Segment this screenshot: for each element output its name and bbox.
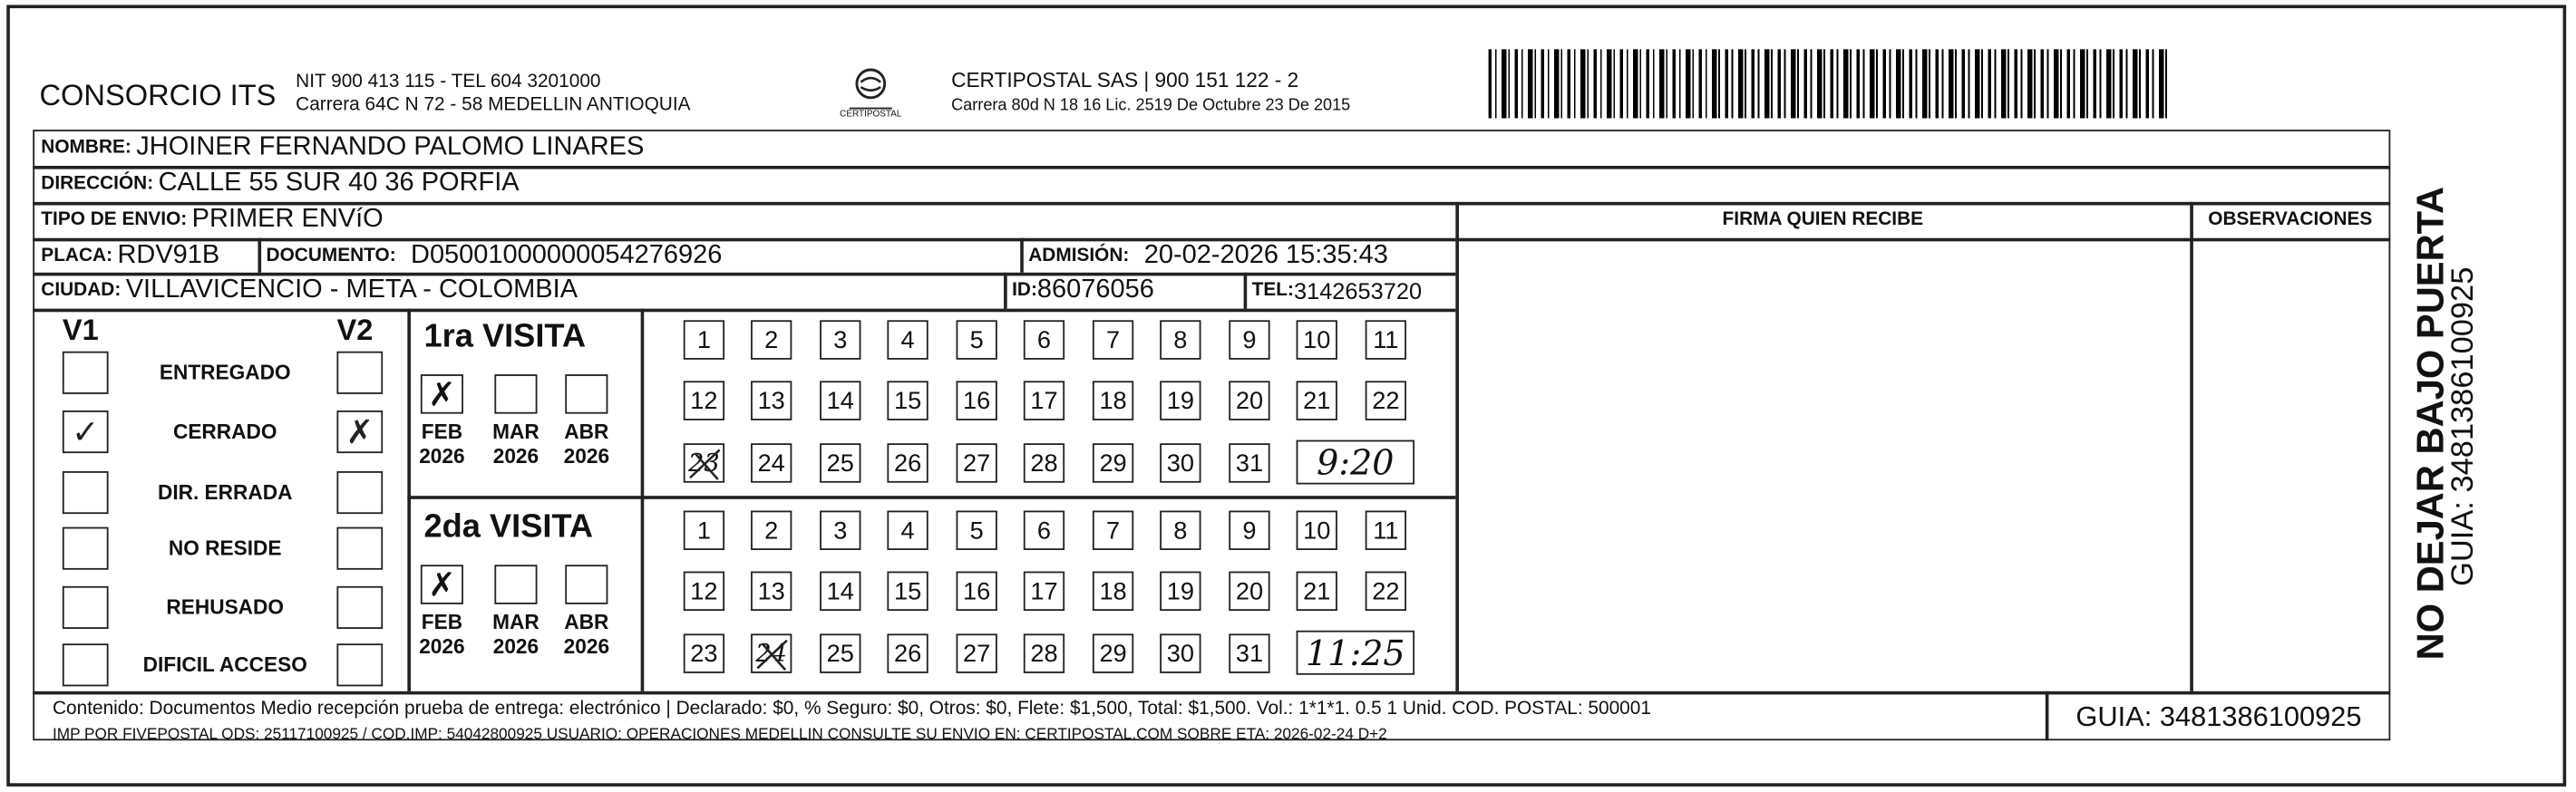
visit2-day-31[interactable]: 31	[1229, 633, 1269, 672]
logo-text: CERTIPOSTAL	[840, 110, 902, 121]
visit2-day-21[interactable]: 21	[1297, 572, 1337, 611]
visit2-month-label-mar	[483, 611, 549, 660]
visit1-day-12[interactable]: 12	[684, 381, 724, 420]
contenido-text: Contenido: Documentos Medio recepción prueba de entrega: electrónico | Declarado: $0, % Seguro: $0, Otros: $0, Flete: $1,500, Total: $1,500. Vol.: 1*1*1. 0.5 1 Unid. COD. POSTAL: 500001	[52, 699, 1651, 720]
visit2-day-6[interactable]: 6	[1024, 511, 1064, 550]
visit2-month-name: MAR	[492, 611, 540, 634]
carrier-name: CERTIPOSTAL SAS | 900 151 122 - 2	[951, 69, 1299, 92]
visit1-day-7[interactable]: 7	[1093, 320, 1133, 359]
tel-cell	[1252, 273, 1422, 309]
visit2-month-label-feb	[409, 611, 474, 660]
visit1-day-30[interactable]: 30	[1160, 443, 1201, 482]
visit1-month-label-feb	[409, 420, 474, 469]
direccion-value: CALLE 55 SUR 40 36 PORFIA	[158, 169, 520, 198]
v1-checkbox-2[interactable]: ✓	[63, 410, 109, 453]
ciudad-cell	[41, 273, 578, 309]
visit1-day-5[interactable]: 5	[957, 320, 997, 359]
visit1-day-2[interactable]: 2	[751, 320, 792, 359]
sender-company: CONSORCIO ITS	[39, 78, 277, 112]
id-label: ID:	[1012, 280, 1037, 301]
visit1-month-box-feb[interactable]: ✗	[421, 374, 463, 413]
visit2-month-label-abr	[554, 611, 619, 660]
visit2-month-box-abr[interactable]	[565, 565, 608, 604]
visit1-day-14[interactable]: 14	[820, 381, 860, 420]
visit2-day-7[interactable]: 7	[1093, 511, 1133, 550]
firma-header: FIRMA QUIEN RECIBE	[1722, 209, 1924, 230]
visit2-month-box-mar[interactable]	[494, 565, 537, 604]
visit1-month-name: MAR	[492, 420, 540, 444]
visit2-day-1[interactable]: 1	[684, 511, 724, 550]
tel-label: TEL:	[1251, 280, 1294, 301]
visit1-day-16[interactable]: 16	[957, 381, 997, 420]
visit2-day-25[interactable]: 25	[820, 633, 860, 672]
visit1-month-year: 2026	[419, 445, 465, 468]
visit1-day-4[interactable]: 4	[887, 320, 928, 359]
visit1-day-20[interactable]: 20	[1229, 381, 1269, 420]
visit2-month-box-feb[interactable]: ✗	[421, 565, 463, 604]
no-dejar-bajo-puerta: NO DEJAR BAJO PUERTA	[2408, 186, 2452, 661]
v1-header: V1	[62, 314, 99, 347]
v2-checkbox-5[interactable]	[336, 586, 383, 629]
visit2-day-4[interactable]: 4	[887, 511, 928, 550]
visit1-day-31[interactable]: 31	[1229, 443, 1269, 482]
visit1-day-15[interactable]: 15	[887, 381, 928, 420]
v2-header: V2	[336, 314, 374, 347]
placa-value: RDV91B	[117, 240, 220, 269]
nombre-value: JHOINER FERNANDO PALOMO LINARES	[136, 132, 645, 161]
visit1-day-18[interactable]: 18	[1093, 381, 1133, 420]
documento-value: D05001000000054276926	[411, 240, 723, 269]
visit1-day-8[interactable]: 8	[1160, 320, 1201, 359]
visit1-day-10[interactable]: 10	[1297, 320, 1337, 359]
nombre-row	[41, 130, 644, 166]
visit1-month-name: FEB	[421, 420, 463, 444]
visit1-month-box-mar[interactable]	[494, 374, 537, 413]
tipo-envio-value: PRIMER ENVíO	[191, 205, 384, 234]
visit2-title: 2da VISITA	[423, 508, 594, 546]
visit2-month-year: 2026	[492, 635, 540, 659]
nombre-label: NOMBRE:	[41, 138, 131, 158]
visit1-day-29[interactable]: 29	[1093, 443, 1133, 482]
carrier-license: Carrera 80d N 18 16 Lic. 2519 De Octubre 23 De 2015	[951, 96, 1351, 115]
v2-checkbox-1[interactable]	[336, 352, 383, 394]
tel-value: 3142653720	[1293, 277, 1423, 304]
v2-checkbox-3[interactable]	[336, 471, 383, 514]
visit2-day-22[interactable]: 22	[1366, 572, 1406, 611]
visit2-day-18[interactable]: 18	[1093, 572, 1133, 611]
certipostal-logo	[834, 65, 907, 120]
visit1-month-label-mar	[483, 420, 549, 469]
visit2-day-26[interactable]: 26	[887, 633, 928, 672]
visit1-month-box-abr[interactable]	[565, 374, 608, 413]
status-label-1: ENTREGADO	[159, 361, 291, 384]
visit2-day-3[interactable]: 3	[820, 511, 860, 550]
visit2-day-14[interactable]: 14	[820, 572, 860, 611]
certipostal-logo-icon	[843, 65, 899, 114]
guia-vertical: GUIA: 3481386100925	[2445, 266, 2481, 586]
visit1-day-19[interactable]: 19	[1160, 381, 1201, 420]
visit2-day-9[interactable]: 9	[1229, 511, 1269, 550]
placa-cell	[41, 238, 219, 273]
visit1-day-11[interactable]: 11	[1366, 320, 1406, 359]
visit2-day-12[interactable]: 12	[684, 572, 724, 611]
visit1-day-17[interactable]: 17	[1024, 381, 1064, 420]
tipo-envio-row	[41, 202, 383, 238]
tipo-envio-label: TIPO DE ENVIO:	[41, 209, 188, 230]
guia-footer: GUIA: 3481386100925	[2075, 700, 2362, 732]
admision-cell	[1028, 238, 1388, 273]
visit1-month-name: ABR	[564, 420, 609, 444]
status-label-3: DIR. ERRADA	[157, 480, 293, 505]
visit2-day-17[interactable]: 17	[1024, 572, 1064, 611]
admision-value: 20-02-2026 15:35:43	[1143, 240, 1388, 269]
visit1-day-6[interactable]: 6	[1024, 320, 1064, 359]
direccion-row	[41, 166, 519, 202]
visit1-day-9[interactable]: 9	[1229, 320, 1269, 359]
visit1-day-24[interactable]: 24	[751, 443, 792, 482]
v2-checkbox-4[interactable]	[336, 527, 383, 570]
sender-address: Carrera 64C N 72 - 58 MEDELLIN ANTIOQUIA	[296, 95, 691, 115]
id-cell	[1012, 273, 1154, 309]
visit1-time[interactable]: 9:20	[1297, 440, 1414, 485]
documento-cell	[267, 238, 723, 273]
visit2-day-23[interactable]: 23	[684, 633, 724, 672]
visit1-day-22[interactable]: 22	[1366, 381, 1406, 420]
documento-label: DOCUMENTO:	[266, 245, 396, 266]
visit1-day-23[interactable]: 23	[684, 443, 724, 482]
direccion-label: DIRECCIÓN:	[41, 174, 154, 194]
visit2-day-11[interactable]: 11	[1366, 511, 1406, 550]
status-label-6: DIFICIL ACCESO	[142, 653, 307, 677]
visit2-day-28[interactable]: 28	[1024, 633, 1064, 672]
visit2-day-cross-icon	[753, 635, 793, 674]
visit1-day-cross-icon	[685, 445, 726, 484]
visit1-day-13[interactable]: 13	[751, 381, 792, 420]
visit1-day-28[interactable]: 28	[1024, 443, 1064, 482]
v2-checkbox-6[interactable]	[336, 643, 383, 686]
visit2-time[interactable]: 11:25	[1297, 631, 1414, 675]
visit2-day-15[interactable]: 15	[887, 572, 928, 611]
visit2-day-16[interactable]: 16	[957, 572, 997, 611]
visit2-day-20[interactable]: 20	[1229, 572, 1269, 611]
v2-checkbox-2[interactable]: ✗	[336, 410, 383, 453]
visit2-day-24[interactable]: 24	[751, 633, 792, 672]
visit2-month-year: 2026	[563, 635, 610, 659]
visit1-day-21[interactable]: 21	[1297, 381, 1337, 420]
barcode	[1489, 49, 2173, 118]
visit2-day-8[interactable]: 8	[1160, 511, 1201, 550]
imp-text: IMP POR FIVEPOSTAL ODS: 25117100925 / COD.IMP: 54042800925 USUARIO: OPERACIONES MEDELLIN CONSULTE SU ENVIO EN: CERTIPOSTAL.COM SOBRE ETA: 2026-02-24 D+2	[52, 725, 1387, 744]
visit1-day-3[interactable]: 3	[820, 320, 860, 359]
visit2-day-27[interactable]: 27	[957, 633, 997, 672]
visit2-day-5[interactable]: 5	[957, 511, 997, 550]
visit2-day-10[interactable]: 10	[1297, 511, 1337, 550]
visit2-month-name: ABR	[564, 611, 609, 634]
visit1-month-label-abr	[554, 420, 619, 469]
visit1-day-25[interactable]: 25	[820, 443, 860, 482]
visit2-month-year: 2026	[419, 635, 465, 659]
status-label-4: NO RESIDE	[168, 536, 282, 560]
visit2-day-30[interactable]: 30	[1160, 633, 1201, 672]
visit2-month-name: FEB	[421, 611, 463, 634]
visit2-day-29[interactable]: 29	[1093, 633, 1133, 672]
ciudad-label: CIUDAD:	[41, 280, 122, 301]
visit2-day-2[interactable]: 2	[751, 511, 792, 550]
observaciones-header: OBSERVACIONES	[2208, 209, 2373, 230]
visit1-month-year: 2026	[492, 445, 540, 468]
visit2-day-13[interactable]: 13	[751, 572, 792, 611]
status-label-5: REHUSADO	[166, 595, 285, 620]
visit2-day-19[interactable]: 19	[1160, 572, 1201, 611]
id-value: 86076056	[1036, 275, 1154, 304]
status-label-2: CERRADO	[172, 420, 277, 444]
visit1-day-1[interactable]: 1	[684, 320, 724, 359]
ciudad-value: VILLAVICENCIO - META - COLOMBIA	[125, 275, 578, 304]
visit1-day-27[interactable]: 27	[957, 443, 997, 482]
placa-label: PLACA:	[41, 245, 113, 266]
visit1-month-year: 2026	[563, 445, 610, 468]
visit1-day-26[interactable]: 26	[887, 443, 928, 482]
admision-label: ADMISIÓN:	[1028, 245, 1130, 266]
sender-nit-tel: NIT 900 413 115 - TEL 604 3201000	[296, 72, 601, 92]
visit1-title: 1ra VISITA	[423, 318, 587, 355]
